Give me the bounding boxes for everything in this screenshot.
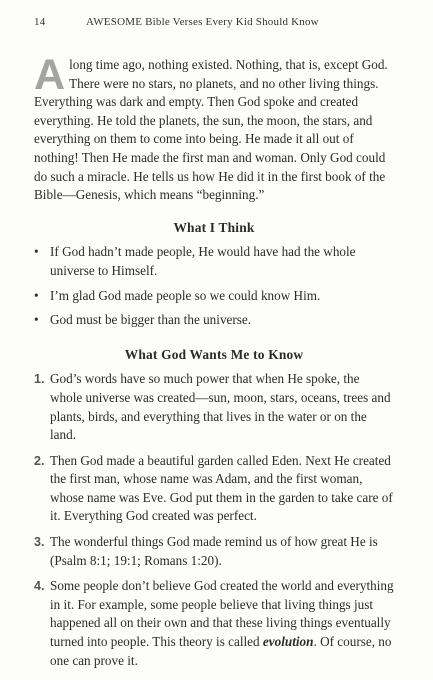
list-item <box>34 370 394 444</box>
running-header <box>34 16 393 28</box>
bullet-icon: • <box>34 244 39 260</box>
book-title: AWESOME Bible Verses Every Kid Should Know <box>86 16 319 28</box>
list-item-text-end: . Of course, no one can prove it. <box>50 634 392 668</box>
what-god-wants-heading: What God Wants Me to Know <box>124 346 304 362</box>
item-number: 4. <box>34 579 45 594</box>
list-item-text: I’m glad God made people so we could know Him. <box>50 287 321 303</box>
list-item <box>34 311 394 330</box>
list-item-text: God’s words have so much power that when He spoke, the whole universe was created—sun, moon, stars, oceans, trees and plants, birds, and everything that lives in the water or on the land. <box>50 371 391 443</box>
list-item-text: Some people don’t believe God created the world and everything in it. For example, some people believe that living things just happened all on their own and that these living things eventually turned into people. This theory is called <box>50 578 394 650</box>
bullet-icon: • <box>34 312 39 328</box>
item-number: 1. <box>34 372 45 387</box>
list-item-text: If God hadn’t made people, He would have had the whole universe to Himself. <box>50 244 356 278</box>
item-number: 2. <box>34 453 45 468</box>
page-number: 14 <box>34 16 46 28</box>
list-item <box>34 287 394 306</box>
list-item-text: Then God made a beautiful garden called Eden. Next He created the first man, whose name was Adam, and the first woman, whose name was Eve. God put them in the garden to take care of it. Everything God created was perfect. <box>50 452 393 524</box>
what-i-think-section <box>34 219 394 330</box>
what-i-think-heading: What I Think <box>173 219 255 235</box>
intro-text: long time ago, nothing existed. Nothing, that is, except God. There were no stars, no planets, and no other living things. Everything was dark and empty. Then God spoke and created everything. He told the planets, the sun, the moon, the stars, and everything on them to come into being. He made it all out of nothing! Then He made the first man and woman. Only God could do such a miracle. He tells us how He did it in the first book of the Bible—Genesis, which means “beginning.” <box>34 57 388 203</box>
item-number: 3. <box>34 535 45 550</box>
intro-paragraph <box>34 51 394 205</box>
page-body <box>34 51 394 677</box>
list-item-text: The wonderful things God made remind us of how great He is (Psalm 8:1; 19:1; Romans 1:20). <box>50 534 378 568</box>
list-item-text: God must be bigger than the universe. <box>50 312 252 328</box>
list-item <box>34 577 394 670</box>
what-god-wants-list <box>34 370 394 670</box>
drop-cap: A <box>34 51 66 99</box>
list-item <box>34 533 394 570</box>
list-item <box>34 243 394 280</box>
list-item <box>34 452 394 526</box>
what-god-wants-section <box>34 346 394 671</box>
bullet-icon: • <box>34 287 39 303</box>
evolution-term: evolution <box>262 634 314 650</box>
what-i-think-list <box>34 243 394 329</box>
